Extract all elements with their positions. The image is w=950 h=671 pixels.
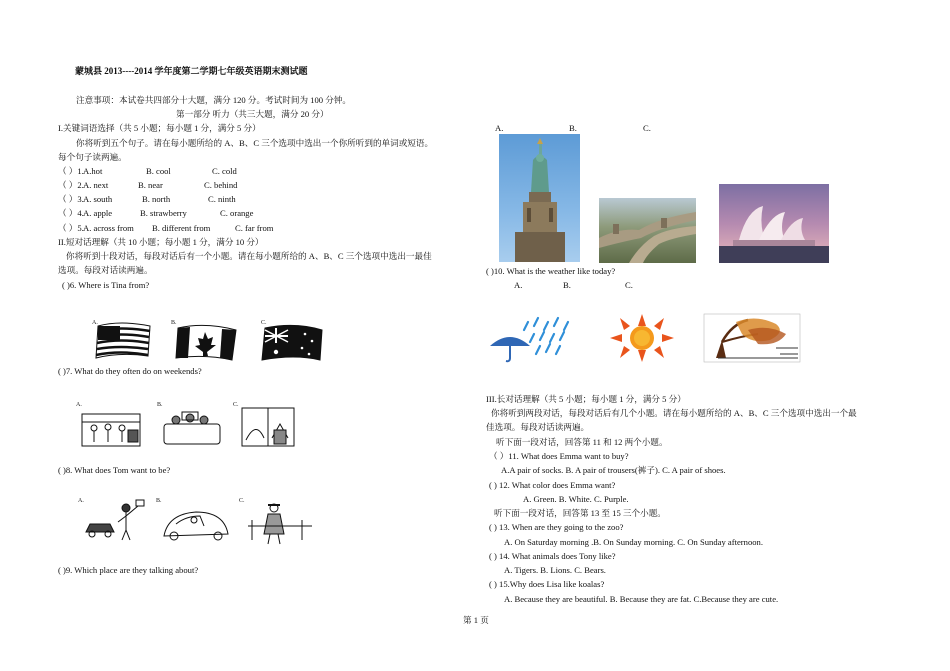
section3-heading: III.长对话理解（共 5 小题；每小题 1 分，满分 5 分）: [486, 394, 686, 404]
q10-option-c-label: C.: [625, 280, 633, 290]
question-8: ( )8. What does Tom want to be?: [58, 465, 171, 475]
weather-drawing: [486, 312, 802, 364]
question-5: [58, 223, 274, 234]
question-11: （ ）11. What does Emma want to buy?: [489, 451, 629, 461]
question-12-options: A. Green. B. White. C. Purple.: [523, 494, 629, 504]
great-wall-photo: [599, 198, 696, 263]
option-c: C. orange: [220, 208, 254, 218]
exam-title: 蒙城县 2013----2014 学年度第二学期七年级英语期末测试题: [75, 66, 308, 76]
option-c: C. ninth: [208, 194, 236, 204]
notice: 注意事项：本试卷共四部分十大题，满分 120 分。考试时间为 100 分钟。: [76, 95, 352, 105]
section1-instruction-cont: 每个句子读两遍。: [58, 152, 127, 162]
sunny-icon: [610, 314, 674, 362]
option-c-label: C.: [233, 402, 239, 408]
option-a-label: A.: [92, 320, 98, 326]
option-a-label: A.: [78, 498, 84, 504]
option-b-label: B.: [156, 498, 162, 504]
section2-instruction: 你将听到十段对话，每段对话后有一个小题。请在每小题所给的 A、B、C 三个选项中选出一最佳: [66, 251, 432, 261]
statue-drawing: [499, 134, 580, 262]
option-c: C. cold: [212, 166, 237, 176]
q9-option-a-label: A.: [495, 123, 504, 133]
option-b: B. north: [142, 194, 171, 204]
flags-image: [90, 318, 340, 364]
part-heading: 第一部分 听力（共三大题，满分 20 分）: [176, 109, 329, 119]
option-a: A. across from: [83, 223, 134, 233]
question-15-options: A. Because they are beautiful. B. Because they are fat. C.Because they are cute.: [504, 594, 779, 604]
option-c-label: C.: [239, 498, 245, 504]
question-number: （ ）3.: [58, 194, 84, 204]
option-b: B. different from: [152, 223, 211, 233]
option-b-label: B.: [171, 320, 177, 326]
option-c: C. far from: [235, 223, 274, 233]
question-14-options: A. Tigers. B. Lions. C. Bears.: [504, 565, 606, 575]
question-1: [58, 166, 237, 177]
opera-house-drawing: [719, 184, 829, 263]
q10-option-b-label: B.: [563, 280, 571, 290]
section3-instruction: 你将听到两段对话，每段对话后有几个小题。请在每小题所给的 A、B、C 三个选项中选出一个最: [491, 408, 857, 418]
rainy-icon: [490, 318, 568, 361]
q9-option-c-label: C.: [643, 123, 651, 133]
weather-image: [486, 312, 802, 364]
statue-of-liberty-photo: [499, 134, 580, 262]
question-3: [58, 194, 236, 205]
option-c: C. behind: [204, 180, 238, 190]
option-a: A. apple: [83, 208, 113, 218]
question-2: [58, 180, 238, 191]
question-9: ( )9. Which place are they talking about?: [58, 565, 199, 575]
activities-drawing: [74, 400, 299, 450]
flags-drawing: [90, 318, 340, 364]
section3-instruction-cont: 佳选项。每段对话读两遍。: [486, 422, 590, 432]
dialogue2-lead: 听下面一段对话，回答第 13 至 15 三个小题。: [494, 508, 666, 518]
option-a: A. south: [83, 194, 113, 204]
question-4: [58, 208, 254, 219]
section2-heading: II.短对话理解（共 10 小题；每小题 1 分，满分 10 分）: [58, 237, 264, 247]
jobs-drawing: [76, 496, 314, 546]
canada-flag-icon: [176, 325, 236, 360]
q10-option-a-label: A.: [514, 280, 523, 290]
question-15: ( ) 15.Why does Lisa like koalas?: [489, 579, 605, 589]
question-number: （ ）1.: [58, 166, 84, 176]
question-number: （ ）4.: [58, 208, 84, 218]
australia-flag-icon: [262, 325, 322, 360]
dialogue1-lead: 听下面一段对话，回答第 11 和 12 两个小题。: [496, 437, 668, 447]
option-a: A.hot: [83, 166, 103, 176]
question-13-options: A. On Saturday morning .B. On Sunday morning. C. On Sunday afternoon.: [504, 537, 763, 547]
windy-icon: [704, 314, 800, 362]
option-c-label: C.: [261, 320, 267, 326]
question-number: （ ）2.: [58, 180, 84, 190]
jobs-image: [76, 496, 314, 546]
question-6: ( )6. Where is Tina from?: [62, 280, 150, 290]
usa-flag-icon: [96, 323, 150, 358]
section1-instruction: 你将听到五个句子。请在每小题所给的 A、B、C 三个选项中选出一个你所听到的单词或短语。: [76, 138, 434, 148]
option-b: B. near: [138, 180, 163, 190]
section1-heading: I.关键词语选择（共 5 小题；每小题 1 分，满分 5 分）: [58, 123, 261, 133]
question-7: ( )7. What do they often do on weekends?: [58, 366, 202, 376]
page-number: 第 1 页: [463, 615, 489, 625]
question-10: ( )10. What is the weather like today?: [486, 266, 616, 276]
question-11-options: A.A pair of socks. B. A pair of trousers(裤子). C. A pair of shoes.: [501, 465, 726, 475]
sydney-opera-house-photo: [719, 184, 829, 263]
question-number: （ ）5.: [58, 223, 84, 233]
great-wall-drawing: [599, 198, 696, 263]
weekend-activities-image: [74, 400, 299, 450]
option-b: B. strawberry: [140, 208, 187, 218]
q9-option-b-label: B.: [569, 123, 577, 133]
section2-instruction-cont: 选项。每段对话读两遍。: [58, 265, 153, 275]
question-12: ( ) 12. What color does Emma want?: [489, 480, 616, 490]
option-b: B. cool: [146, 166, 171, 176]
option-b-label: B.: [157, 402, 163, 408]
question-14: ( ) 14. What animals does Tony like?: [489, 551, 616, 561]
option-a: A. next: [83, 180, 109, 190]
option-a-label: A.: [76, 402, 82, 408]
question-13: ( ) 13. When are they going to the zoo?: [489, 522, 624, 532]
